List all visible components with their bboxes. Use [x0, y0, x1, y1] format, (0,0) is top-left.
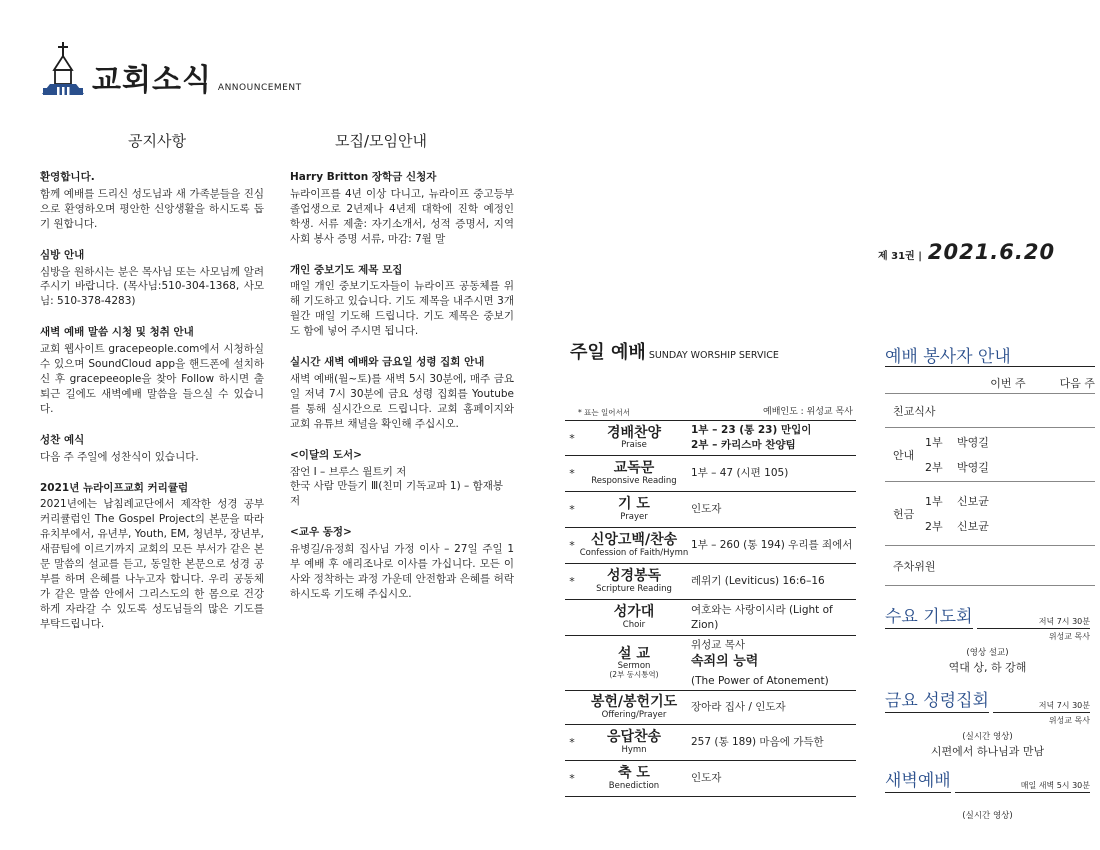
notice-body: 2021년에는 남침례교단에서 제작한 성경 공부 커리큘럼인 The Gospel Project의 본문을 따라 유치부에서, 유년부, Youth, EM, 청년부, 장년부, 새끔팀에 이르기까지 교회의 모든 부서가 같은 본문 말씀의 설교를 듣고, 동일한 본문으로 성경 공부를 하며 은혜를 나누고자 합니다. 우리 공동체가 같은 말씀 안에서 그리스도의 한 몸으로 건강하게 자라갈 수 있도록 성도님들의 많은 기도를 부탁드립니다. [40, 498, 264, 630]
notice-body: 심방을 원하시는 분은 목사님 또는 사모님께 알려 주시기 바랍니다. (목사님:510-304-1368, 사모님: 510-378-4283) [40, 265, 264, 308]
worship-item-korean: 설 교 [618, 645, 650, 662]
worship-subtitle: SUNDAY WORSHIP SERVICE [648, 350, 779, 361]
usher-row [925, 455, 1095, 480]
part-label: 1부 [925, 436, 943, 449]
worship-item-english: Confession of Faith/Hymn [579, 547, 689, 558]
worship-item-detail [689, 574, 856, 589]
worship-item-name [579, 605, 689, 630]
notices-column [40, 170, 264, 648]
worship-item-english: Choir [622, 619, 646, 630]
worship-detail-line: 인도자 [691, 772, 722, 785]
offering-section [885, 482, 1095, 546]
worship-detail-line: (The Power of Atonement) [691, 674, 829, 687]
worship-item-english: Benediction [608, 780, 660, 791]
worship-item-name [579, 569, 689, 594]
meeting-format: (실시간 영상) [962, 732, 1013, 742]
standing-note: * 표는 일어서서 [578, 408, 630, 417]
worship-item-detail [689, 700, 856, 715]
worship-item-korean: 신앙고백/찬송 [590, 532, 678, 549]
meeting-title: 수요 기도회 [885, 602, 973, 629]
worship-item-name [579, 647, 689, 680]
meeting-format: (실시간 영상) [962, 811, 1013, 821]
parking-label: 주차위원 [893, 559, 936, 573]
worship-row [565, 564, 856, 600]
usher-section [885, 428, 1095, 482]
worship-item-english: Hymn [621, 744, 647, 755]
worship-item-detail [689, 502, 856, 517]
worship-row [565, 691, 856, 725]
worship-row [565, 456, 856, 492]
meeting-leader: 위성교 목사 [1048, 716, 1090, 725]
worship-item-korean: 성가대 [613, 604, 655, 621]
standing-marker: * [569, 431, 575, 445]
worship-item-name [579, 533, 689, 558]
worship-detail-line: 1부 – 23 (통 23) 만입이 [691, 424, 812, 437]
worship-item-detail [689, 466, 856, 481]
volunteer-name: 신보균 [957, 495, 989, 508]
worship-row [565, 420, 856, 456]
worship-item-name [579, 461, 689, 486]
notice-title: 심방 안내 [40, 248, 85, 261]
volunteer-name: 박영길 [957, 461, 989, 474]
worship-row [565, 761, 856, 797]
recruit-item [290, 263, 514, 340]
notice-body: 다음 주 주일에 성찬식이 있습니다. [40, 450, 199, 463]
worship-item-english: Responsive Reading [591, 475, 677, 486]
worship-detail-line: 위성교 목사 [691, 638, 746, 651]
meeting-format: (영상 설교) [966, 648, 1009, 658]
wednesday-meeting [885, 602, 1090, 675]
next-week-label: 다음 주 [1059, 376, 1095, 390]
offering-label: 헌금 [893, 507, 915, 521]
fellowship-row [885, 394, 1095, 428]
worship-item-detail [689, 538, 856, 553]
volunteer-name: 신보균 [957, 520, 989, 533]
recruit-item-title: 실시간 새벽 예배와 금요일 성령 집회 안내 [290, 356, 485, 369]
recruit-item-body: 잠언 I – 브루스 월트키 저 한국 사람 만들기 Ⅲ(친미 기독교파 1) – 함재봉 저 [290, 465, 504, 508]
issue-volume: 제 31권 | [878, 251, 922, 262]
worship-item-detail [689, 423, 856, 452]
worship-item-detail [689, 603, 856, 632]
worship-item-english: Prayer [620, 511, 648, 522]
meeting-topic: 역대 상, 하 강해 [948, 661, 1027, 674]
worship-order-table [565, 420, 856, 797]
worship-row [565, 636, 856, 691]
recruit-item-body: 유병길/유정희 집사님 가정 이사 – 27일 주일 1부 예배 후 애리조나로 이사를 가십니다. 모든 이사와 정착하는 과정 가운데 안전함과 은혜를 허락하시도록 기도해 주십시오. [290, 543, 514, 600]
meeting-title: 새벽예배 [885, 766, 951, 793]
worship-detail-line: 인도자 [691, 503, 722, 516]
recruit-item [290, 355, 514, 432]
worship-row [565, 528, 856, 564]
notice-title: 새벽 예배 말씀 시청 및 청취 안내 [40, 326, 194, 339]
page-subtitle: ANNOUNCEMENT [217, 83, 302, 93]
notice-item [40, 433, 264, 465]
header [40, 40, 302, 96]
recruit-item-title: 개인 중보기도 제목 모집 [290, 263, 403, 276]
notice-title: 2021년 뉴라이프교회 커리큘럼 [40, 481, 189, 494]
meeting-title: 금요 성령집회 [885, 686, 989, 713]
worship-title: 주일 예배 [570, 342, 646, 363]
meeting-time: 저녁 7시 30분 [993, 700, 1090, 713]
meeting-time: 매일 새벽 5시 30분 [955, 780, 1090, 793]
recruit-item [290, 448, 514, 510]
meeting-leader: 위성교 목사 [1048, 632, 1090, 641]
notice-title: 환영합니다. [40, 171, 95, 183]
parking-row [885, 546, 1095, 586]
worship-item-detail [689, 638, 856, 689]
standing-marker: * [569, 467, 575, 480]
part-label: 2부 [925, 461, 943, 474]
part-label: 2부 [925, 520, 943, 533]
page-title: 교회소식 [92, 63, 212, 98]
worship-detail-line: 1부 – 260 (통 194) 우리를 죄에서 [691, 539, 853, 552]
recruit-item [290, 170, 514, 247]
worship-item-note: (2부 동시통역) [609, 670, 659, 680]
notice-body: 교회 웹사이트 gracepeople.com에서 시청하실 수 있으며 SoundCloud app을 핸드폰에 설치하신 후 gracepeeople을 찾아 Follow 하시면 출퇴근 길에도 새벽예배 말씀을 들으실 수 있습니다. [40, 343, 264, 415]
volunteers-title: 예배 봉사자 안내 [885, 347, 1011, 367]
worship-item-english: Praise [621, 440, 647, 451]
worship-item-name [579, 426, 689, 451]
worship-item-name [579, 497, 689, 522]
recruit-title: 모집/모임안내 [335, 132, 427, 150]
worship-item-english: Offering/Prayer [601, 709, 667, 720]
standing-marker: * [569, 736, 575, 749]
worship-detail-line: 2부 – 카리스마 찬양팀 [691, 439, 796, 451]
meeting-time: 저녁 7시 30분 [977, 616, 1090, 629]
worship-item-korean: 성경봉독 [606, 568, 662, 585]
worship-row [565, 492, 856, 528]
recruit-item-title: <이달의 도서> [290, 448, 362, 461]
worship-item-name [579, 695, 689, 720]
worship-item-korean: 봉헌/봉헌기도 [590, 694, 678, 711]
worship-item-korean: 응답찬송 [606, 729, 662, 746]
standing-marker: * [569, 575, 575, 588]
meeting-topic: 시편에서 하나님과 만남 [930, 745, 1045, 758]
issue-info [878, 240, 1055, 264]
worship-item-english: Sermon [617, 660, 651, 671]
offering-row [925, 514, 1095, 539]
worship-item-korean: 경배찬양 [606, 424, 662, 441]
recruit-item-title: <교우 동정> [290, 526, 352, 539]
volunteers-header-row [885, 372, 1095, 394]
worship-detail-line: 레위기 (Leviticus) 16:6–16 [691, 575, 825, 588]
worship-item-detail [689, 735, 856, 750]
notice-item [40, 170, 264, 232]
worship-detail-line: 여호와는 사랑이시라 (Light of Zion) [691, 603, 833, 631]
part-label: 1부 [925, 495, 943, 508]
recruit-column [290, 170, 514, 618]
notice-item [40, 481, 264, 632]
issue-date: 2021.6.20 [927, 240, 1056, 264]
recruit-item [290, 525, 514, 602]
fellowship-label: 친교식사 [893, 404, 936, 418]
notices-title: 공지사항 [128, 132, 186, 150]
worship-header [570, 338, 779, 364]
worship-detail-line: 장아라 집사 / 인도자 [691, 701, 786, 714]
offering-row [925, 489, 1095, 514]
usher-label: 안내 [893, 448, 915, 462]
worship-item-korean: 기 도 [618, 496, 650, 513]
standing-marker: * [569, 772, 575, 785]
worship-item-english: Scripture Reading [596, 583, 672, 594]
recruit-item-body: 새벽 예배(월~토)를 새벽 5시 30분에, 매주 금요일 저녁 7시 30분에 금요 성령 집회를 Youtube를 통해 실시간으로 드립니다. 교회 홈페이지와 교회 유튜브 채널을 확인해 주십시오. [290, 372, 514, 430]
worship-item-detail [689, 771, 856, 786]
worship-row [565, 725, 856, 761]
church-icon [40, 40, 86, 96]
worship-leader: 예배인도 : 위성교 목사 [763, 407, 853, 417]
worship-detail-line: 257 (통 189) 마음에 가득한 [691, 736, 824, 749]
worship-item-name [579, 766, 689, 791]
notice-item [40, 248, 264, 310]
worship-detail-line: 1부 – 47 (시편 105) [691, 467, 789, 480]
friday-meeting [885, 686, 1090, 759]
worship-item-korean: 축 도 [618, 765, 650, 782]
recruit-item-title: Harry Britton 장학금 신청자 [290, 171, 437, 183]
notice-item [40, 325, 264, 416]
recruit-item-body: 매일 개인 중보기도자들이 뉴라이프 공동체를 위해 기도하고 있습니다. 기도 제목을 내주시면 3개월간 매일 기도해 드립니다. 기도 제목은 중보기도 함에 넣어 주시면 됩니다. [290, 280, 514, 338]
dawn-meeting [885, 766, 1090, 821]
this-week-label: 이번 주 [990, 376, 1026, 390]
volunteer-name: 박영길 [957, 436, 989, 449]
worship-row [565, 600, 856, 636]
divider [885, 366, 1095, 367]
worship-item-name [579, 730, 689, 755]
standing-marker: * [569, 503, 575, 516]
worship-item-korean: 교독문 [613, 460, 655, 477]
notice-body: 함께 예배를 드리신 성도님과 새 가족분들을 진심으로 환영하오며 평안한 신앙생활을 하시도록 돕기 원합니다. [40, 187, 264, 230]
worship-detail-line: 속죄의 능력 [691, 654, 759, 670]
usher-row [925, 430, 1095, 455]
volunteers-table [885, 372, 1095, 586]
standing-marker: * [569, 539, 575, 552]
notice-title: 성찬 예식 [40, 433, 85, 446]
recruit-item-body: 뉴라이프를 4년 이상 다니고, 뉴라이프 중고등부 졸업생으로 2년제나 4년제 대학에 진학 예정인 학생. 서류 제출: 자기소개서, 성적 증명서, 지역 사회 봉사 증명 서류, 마감: 7월 말 [290, 187, 514, 245]
